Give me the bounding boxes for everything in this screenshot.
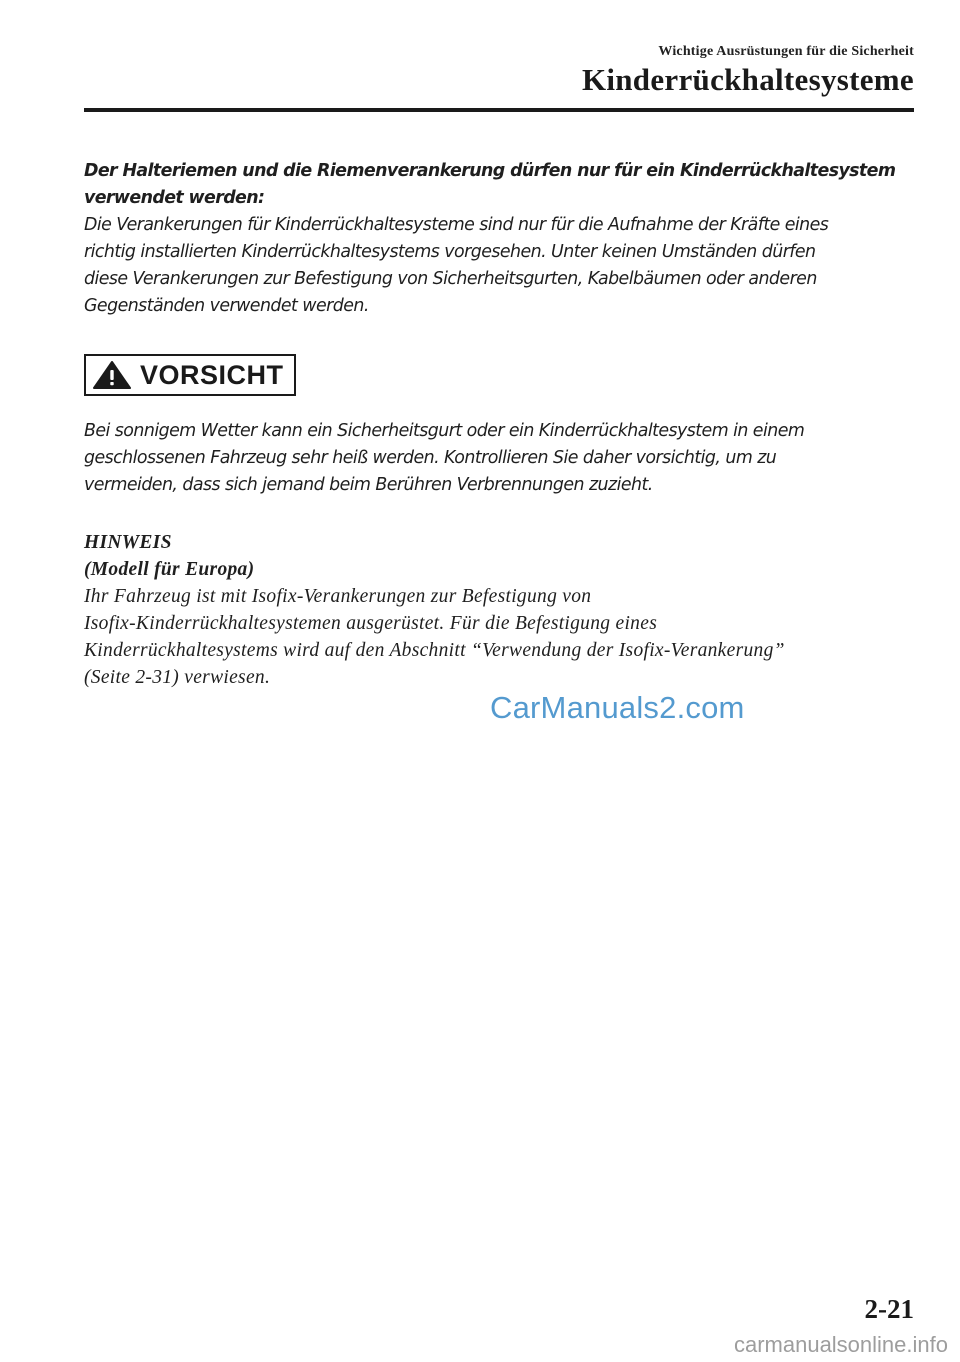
- note-body-line: Kinderrückhaltesystems wird auf den Abschnitt “Verwendung der Isofix-Verankerung”: [84, 640, 785, 661]
- caution-text-line: geschlossenen Fahrzeug sehr heiß werden. Kontrollieren Sie daher vorsichtig, um zu: [84, 448, 777, 468]
- note-model: (Modell für Europa): [84, 559, 255, 580]
- warning-heading-line: verwendet werden:: [84, 188, 265, 208]
- footer-watermark: carmanualsonline.info: [733, 1332, 948, 1357]
- warning-heading: [84, 158, 904, 212]
- watermark: CarManuals2.com: [490, 690, 745, 725]
- page-number: 2-21: [864, 1294, 914, 1324]
- warning-body-line: richtig installierten Kinderrückhaltesystems vorgesehen. Unter keinen Umständen dürfen: [84, 242, 816, 262]
- warning-heading-line: Der Halteriemen und die Riemenverankerung dürfen nur für ein Kinderrückhaltesystem: [84, 161, 896, 181]
- page-title: Kinderrückhaltesysteme: [581, 62, 914, 97]
- note-body: [84, 583, 904, 691]
- caution-text-line: vermeiden, dass sich jemand beim Berühren Verbrennungen zuzieht.: [84, 475, 653, 495]
- note-body-line: Isofix-Kinderrückhaltesystemen ausgerüstet. Für die Befestigung eines: [84, 613, 658, 634]
- caution-label: VORSICHT: [140, 359, 284, 390]
- caution-text: [84, 418, 904, 499]
- warning-body-line: Die Verankerungen für Kinderrückhaltesysteme sind nur für die Aufnahme der Kräfte eines: [84, 215, 829, 235]
- warning-triangle-icon: [92, 360, 132, 390]
- caution-badge: [84, 354, 296, 396]
- header-section-label: Wichtige Ausrüstungen für die Sicherheit: [658, 44, 914, 59]
- main-content: [84, 158, 904, 691]
- note-heading: HINWEIS: [84, 532, 172, 553]
- note-body-line: Ihr Fahrzeug ist mit Isofix-Verankerungen zur Befestigung von: [84, 586, 592, 607]
- warning-body-line: diese Verankerungen zur Befestigung von Sicherheitsgurten, Kabelbäumen oder anderen: [84, 269, 817, 289]
- note-body-line: (Seite 2-31) verwiesen.: [84, 667, 271, 688]
- header-divider: [84, 108, 914, 112]
- warning-body-line: Gegenständen verwendet werden.: [84, 296, 369, 316]
- caution-text-line: Bei sonnigem Wetter kann ein Sicherheitsgurt oder ein Kinderrückhaltesystem in einem: [84, 421, 805, 441]
- warning-body: [84, 212, 904, 320]
- note-block: [84, 529, 904, 691]
